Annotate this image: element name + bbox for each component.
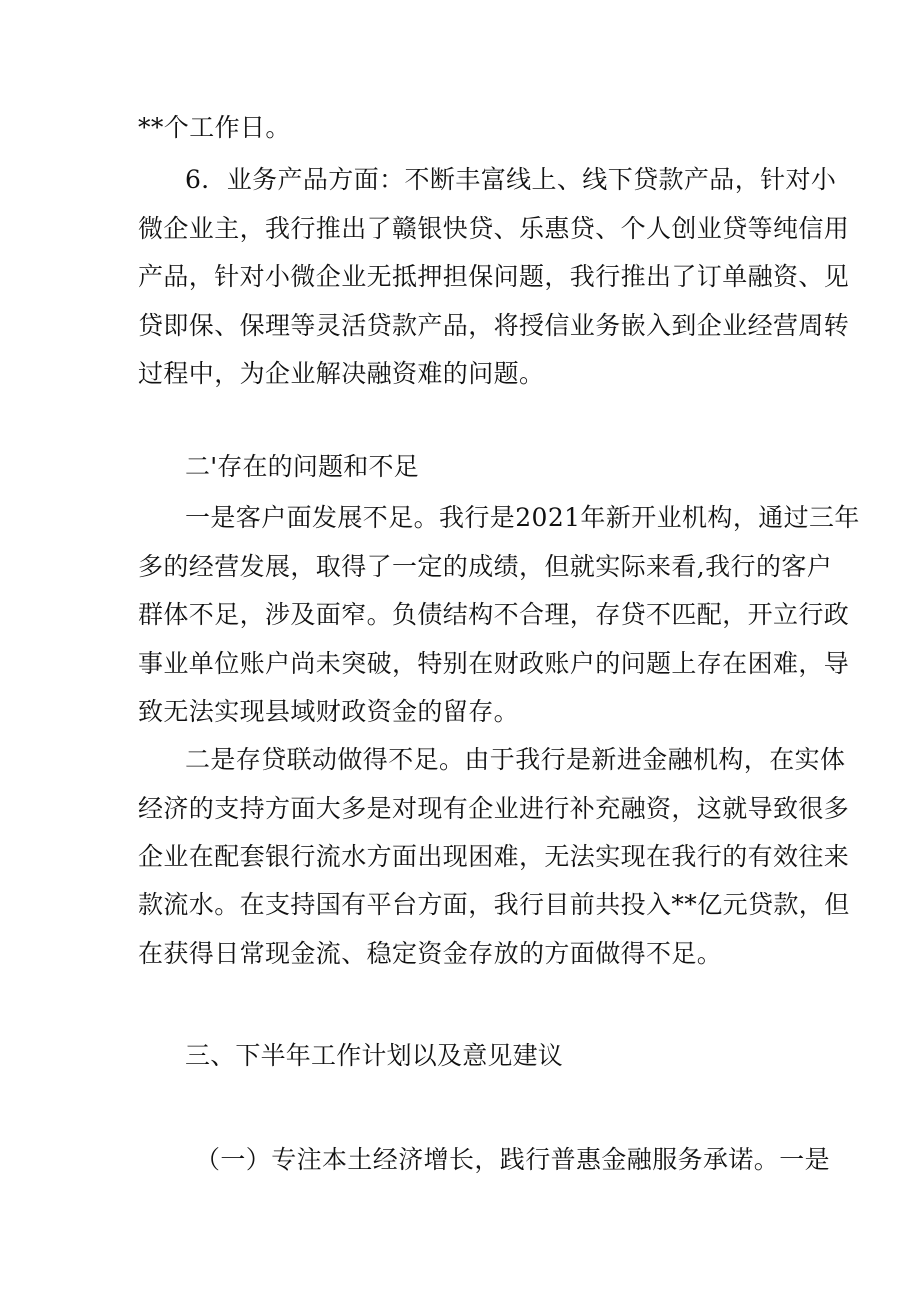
paragraph-line: 产品，针对小微企业无抵押担保问题，我行推出了订单融资、见 [138,262,850,291]
paragraph-line: 过程中，为企业解决融资难的问题。 [138,359,545,388]
paragraph-line: 经济的支持方面大多是对现有企业进行补充融资，这就导致很多 [138,794,850,823]
section-heading: 二'存在的问题和不足 [185,452,419,481]
paragraph-line: 贷即保、保理等灵活贷款产品，将授信业务嵌入到企业经营周转 [138,311,850,340]
paragraph-line: 二是存贷联动做得不足。由于我行是新进金融机构，在实体 [185,745,846,774]
paragraph-line: （一）专注本土经济增长，践行普惠金融服务承诺。一是 [195,1145,831,1174]
paragraph-line: 多的经营发展，取得了一定的成绩，但就实际来看,我行的客户 [138,552,833,581]
paragraph-line: 款流水。在支持国有平台方面，我行目前共投入**亿元贷款，但 [138,890,850,919]
paragraph-line: 在获得日常现金流、稳定资金存放的方面做得不足。 [138,939,723,968]
paragraph-line: 微企业主，我行推出了赣银快贷、乐惠贷、个人创业贷等纯信用 [138,214,850,243]
paragraph-line: 一是客户面发展不足。我行是2021年新开业机构，通过三年 [185,503,860,532]
paragraph-line: 致无法实现县域财政资金的留存。 [138,697,520,726]
section-heading: 三、下半年工作计划以及意见建议 [185,1041,564,1070]
paragraph-line: 6．业务产品方面：不断丰富线上、线下贷款产品，针对小 [185,165,837,194]
paragraph-line: 群体不足，涉及面窄。负债结构不合理，存贷不匹配，开立行政 [138,600,850,629]
paragraph-line: 企业在配套银行流水方面出现困难，无法实现在我行的有效往来 [138,842,850,871]
paragraph-line: **个工作日。 [138,113,291,142]
paragraph-line: 事业单位账户尚未突破，特别在财政账户的问题上存在困难，导 [138,649,850,678]
